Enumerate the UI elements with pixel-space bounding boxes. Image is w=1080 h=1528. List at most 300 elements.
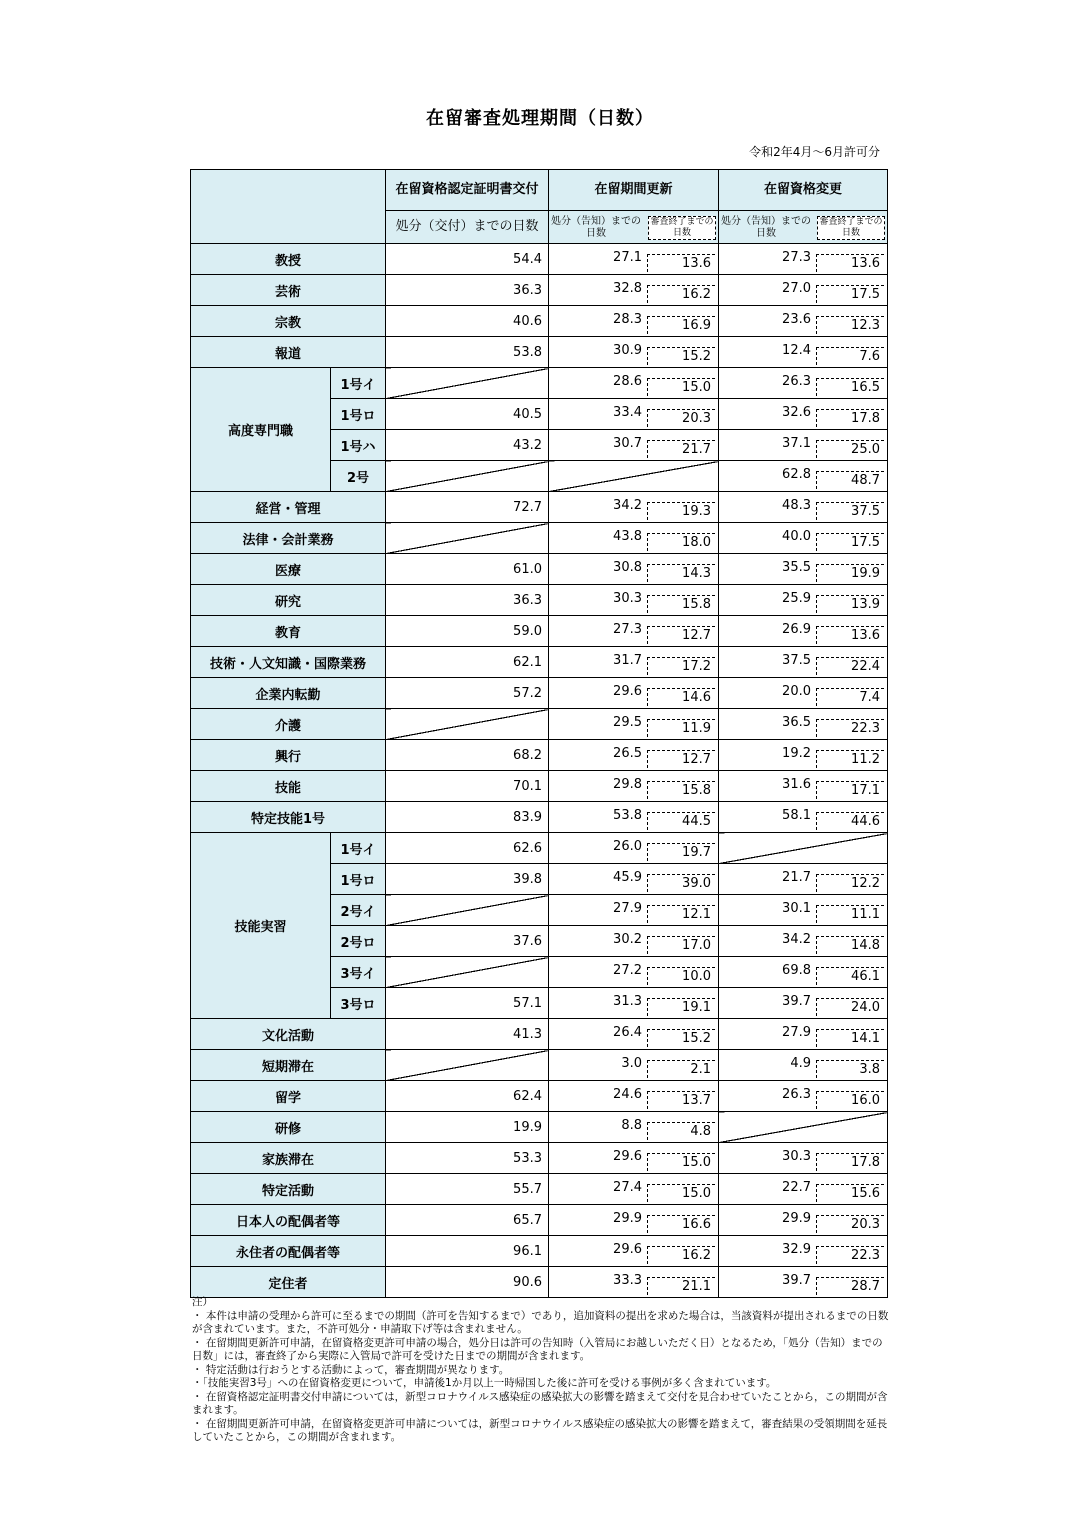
- extension-review-days: 15.8: [647, 595, 715, 613]
- extension-decision-days: 29.5: [613, 715, 642, 730]
- extension-decision-days: 29.8: [613, 777, 642, 792]
- extension-decision-days: 24.6: [613, 1087, 642, 1102]
- row-label: 短期滞在: [191, 1050, 386, 1081]
- extension: [549, 647, 719, 678]
- extension-review-days: 16.2: [647, 1246, 715, 1264]
- extension: [549, 1236, 719, 1267]
- change-decision-days: 22.7: [782, 1180, 811, 1195]
- extension: [549, 337, 719, 368]
- note-4: ・「技能実習3号」への在留資格変更について，申請後1か月以上一時帰国した後に許可を受ける事例が多く含まれています。: [192, 1377, 777, 1389]
- change-decision-days: 62.8: [782, 467, 811, 482]
- change: [719, 399, 888, 430]
- extension-review-days: 18.0: [647, 533, 715, 551]
- table-row: [191, 1267, 888, 1298]
- extension: [549, 1081, 719, 1112]
- extension: [549, 988, 719, 1019]
- change: [719, 523, 888, 554]
- change-review-days: 46.1: [816, 967, 884, 985]
- extension-decision-days: 30.9: [613, 343, 642, 358]
- extension-decision-days: 3.0: [621, 1056, 642, 1071]
- coe-days: 65.7: [386, 1205, 549, 1236]
- extension-decision-days: 26.0: [613, 839, 642, 854]
- note-6: ・ 在留期間更新許可申請，在留資格変更許可申請については，新型コロナウイルス感染症の感染拡大の影響を踏まえて，審査結果の受領期間を延長していたことから，この期間が含まれます。: [192, 1417, 888, 1443]
- change-decision-days: 32.9: [782, 1242, 811, 1257]
- extension: [549, 244, 719, 275]
- change: [719, 585, 888, 616]
- extension-review-days: 12.1: [647, 905, 715, 923]
- extension-review-days: 17.2: [647, 657, 715, 675]
- extension: [549, 430, 719, 461]
- header-coe: 在留資格認定証明書交付: [386, 170, 549, 211]
- coe-days: 62.1: [386, 647, 549, 678]
- change: [719, 1112, 888, 1143]
- change: [719, 1050, 888, 1081]
- coe-days: 40.6: [386, 306, 549, 337]
- subheader-extension-review: 審査終了までの日数: [648, 216, 716, 240]
- table-row: [191, 616, 888, 647]
- table-row: [191, 678, 888, 709]
- change-review-days: 44.6: [816, 812, 884, 830]
- row-label: 3号ロ: [331, 988, 386, 1019]
- coe-days: 68.2: [386, 740, 549, 771]
- extension: [549, 1143, 719, 1174]
- change-review-days: 16.5: [816, 378, 884, 396]
- change: [719, 1019, 888, 1050]
- row-label: 1号イ: [331, 368, 386, 399]
- table-row: [191, 1050, 888, 1081]
- extension: [549, 1019, 719, 1050]
- change-decision-days: 25.9: [782, 591, 811, 606]
- change-decision-days: 39.7: [782, 994, 811, 1009]
- row-label: 芸術: [191, 275, 386, 306]
- table-row: [191, 1143, 888, 1174]
- change: [719, 306, 888, 337]
- extension-decision-days: 30.7: [613, 436, 642, 451]
- table-row: [191, 523, 888, 554]
- extension-decision-days: 26.5: [613, 746, 642, 761]
- extension-decision-days: 29.6: [613, 1242, 642, 1257]
- change-review-days: 12.2: [816, 874, 884, 892]
- extension-review-days: 12.7: [647, 750, 715, 768]
- change-review-days: 17.8: [816, 409, 884, 427]
- extension-review-days: 13.6: [647, 254, 715, 272]
- extension: [549, 523, 719, 554]
- table-row: [191, 1081, 888, 1112]
- change: [719, 709, 888, 740]
- change-decision-days: 48.3: [782, 498, 811, 513]
- extension-review-days: 16.6: [647, 1215, 715, 1233]
- change: [719, 647, 888, 678]
- change-decision-days: 36.5: [782, 715, 811, 730]
- change: [719, 802, 888, 833]
- coe-days: [386, 709, 549, 740]
- extension-decision-days: 53.8: [613, 808, 642, 823]
- change-decision-days: 35.5: [782, 560, 811, 575]
- table-row: [191, 647, 888, 678]
- coe-days: 83.9: [386, 802, 549, 833]
- extension: [549, 1174, 719, 1205]
- extension: [549, 957, 719, 988]
- extension-review-days: 12.7: [647, 626, 715, 644]
- extension-review-days: 15.0: [647, 378, 715, 396]
- change-review-days: 7.4: [816, 688, 884, 706]
- row-label: 2号: [331, 461, 386, 492]
- coe-days: 54.4: [386, 244, 549, 275]
- subheader-extension-decision: 処分（告知）までの日数: [551, 216, 641, 239]
- coe-days: 43.2: [386, 430, 549, 461]
- change-review-days: 17.5: [816, 533, 884, 551]
- table-row: [191, 585, 888, 616]
- change: [719, 368, 888, 399]
- extension-review-days: 15.0: [647, 1184, 715, 1202]
- change-review-days: 22.4: [816, 657, 884, 675]
- notes-title: 注）: [192, 1296, 213, 1308]
- change: [719, 337, 888, 368]
- coe-days: 96.1: [386, 1236, 549, 1267]
- extension-decision-days: 34.2: [613, 498, 642, 513]
- change: [719, 554, 888, 585]
- note-1: ・ 本件は申請の受理から許可に至るまでの期間（許可を告知するまで）であり，追加資料の提出を求めた場合は，当該資料が提出されるまでの日数が含まれています。また，不許可処分・申請取下げ等は含まれません。: [192, 1309, 889, 1335]
- table-row: [191, 740, 888, 771]
- change-decision-days: 12.4: [782, 343, 811, 358]
- coe-days: [386, 1050, 549, 1081]
- change: [719, 864, 888, 895]
- extension: [549, 368, 719, 399]
- table-row: [191, 554, 888, 585]
- header-change: 在留資格変更: [719, 170, 888, 211]
- coe-days: [386, 368, 549, 399]
- extension: [549, 461, 719, 492]
- extension-review-days: 21.1: [647, 1277, 715, 1295]
- coe-days: [386, 895, 549, 926]
- extension-decision-days: 31.3: [613, 994, 642, 1009]
- change-decision-days: 4.9: [790, 1056, 811, 1071]
- row-label: 興行: [191, 740, 386, 771]
- extension-decision-days: 28.6: [613, 374, 642, 389]
- extension-review-days: 17.0: [647, 936, 715, 954]
- change-decision-days: 27.0: [782, 281, 811, 296]
- change-review-days: 24.0: [816, 998, 884, 1016]
- change: [719, 275, 888, 306]
- row-label: 2号イ: [331, 895, 386, 926]
- row-label: 企業内転勤: [191, 678, 386, 709]
- change-decision-days: 40.0: [782, 529, 811, 544]
- extension-review-days: 16.9: [647, 316, 715, 334]
- extension-decision-days: 30.3: [613, 591, 642, 606]
- change: [719, 833, 888, 864]
- change-decision-days: 30.3: [782, 1149, 811, 1164]
- extension: [549, 275, 719, 306]
- table-row: [191, 833, 888, 864]
- extension-decision-days: 28.3: [613, 312, 642, 327]
- change-review-days: 37.5: [816, 502, 884, 520]
- change-review-days: 19.9: [816, 564, 884, 582]
- change: [719, 1174, 888, 1205]
- extension-decision-days: 33.4: [613, 405, 642, 420]
- coe-days: 36.3: [386, 585, 549, 616]
- extension-decision-days: 27.4: [613, 1180, 642, 1195]
- extension-review-days: 2.1: [647, 1060, 715, 1078]
- row-label: 家族滞在: [191, 1143, 386, 1174]
- extension-review-days: 11.9: [647, 719, 715, 737]
- row-label: 1号ロ: [331, 864, 386, 895]
- row-label: 法律・会計業務: [191, 523, 386, 554]
- row-label: 教授: [191, 244, 386, 275]
- row-label: 宗教: [191, 306, 386, 337]
- table-row: [191, 244, 888, 275]
- coe-days: 19.9: [386, 1112, 549, 1143]
- coe-days: 62.4: [386, 1081, 549, 1112]
- extension: [549, 802, 719, 833]
- change-review-days: 48.7: [816, 471, 884, 489]
- change: [719, 1081, 888, 1112]
- extension-review-days: 14.3: [647, 564, 715, 582]
- row-label: 2号ロ: [331, 926, 386, 957]
- coe-days: 39.8: [386, 864, 549, 895]
- table-row: [191, 337, 888, 368]
- change: [719, 492, 888, 523]
- extension: [549, 895, 719, 926]
- change: [719, 616, 888, 647]
- coe-days: 59.0: [386, 616, 549, 647]
- extension-decision-days: 30.8: [613, 560, 642, 575]
- extension: [549, 1112, 719, 1143]
- extension: [549, 492, 719, 523]
- row-label: 経営・管理: [191, 492, 386, 523]
- coe-days: 53.3: [386, 1143, 549, 1174]
- change-review-days: 13.6: [816, 254, 884, 272]
- change: [719, 771, 888, 802]
- coe-days: 90.6: [386, 1267, 549, 1298]
- subheader-change-review: 審査終了までの日数: [817, 216, 885, 240]
- change-decision-days: 27.3: [782, 250, 811, 265]
- change-review-days: 15.6: [816, 1184, 884, 1202]
- coe-days: 36.3: [386, 275, 549, 306]
- extension-review-days: 19.3: [647, 502, 715, 520]
- subheader-change: [719, 211, 888, 244]
- change-decision-days: 58.1: [782, 808, 811, 823]
- subheader-change-decision: 処分（告知）までの日数: [721, 216, 811, 239]
- extension-review-days: 15.0: [647, 1153, 715, 1171]
- extension-decision-days: 27.2: [613, 963, 642, 978]
- extension: [549, 1267, 719, 1298]
- change: [719, 740, 888, 771]
- extension-review-days: 15.8: [647, 781, 715, 799]
- extension-review-days: 4.8: [647, 1122, 715, 1140]
- extension-decision-days: 27.1: [613, 250, 642, 265]
- extension-review-days: 19.1: [647, 998, 715, 1016]
- extension-decision-days: 33.3: [613, 1273, 642, 1288]
- extension-review-days: 15.2: [647, 347, 715, 365]
- extension-decision-days: 45.9: [613, 870, 642, 885]
- extension: [549, 709, 719, 740]
- table-row: [191, 709, 888, 740]
- note-5: ・ 在留資格認定証明書交付申請については，新型コロナウイルス感染症の感染拡大の影響を踏まえて交付を見合わせていたことから，この期間が含まれます。: [192, 1390, 888, 1416]
- extension: [549, 864, 719, 895]
- extension-decision-days: 27.3: [613, 622, 642, 637]
- change-review-days: 7.6: [816, 347, 884, 365]
- coe-days: 62.6: [386, 833, 549, 864]
- extension: [549, 554, 719, 585]
- extension-review-days: 44.5: [647, 812, 715, 830]
- coe-days: [386, 523, 549, 554]
- change-review-days: 17.5: [816, 285, 884, 303]
- coe-days: [386, 461, 549, 492]
- change: [719, 461, 888, 492]
- extension-review-days: 15.2: [647, 1029, 715, 1047]
- change: [719, 988, 888, 1019]
- extension-decision-days: 31.7: [613, 653, 642, 668]
- extension-decision-days: 29.9: [613, 1211, 642, 1226]
- change-review-days: 16.0: [816, 1091, 884, 1109]
- table-row: [191, 368, 888, 399]
- table-row: [191, 306, 888, 337]
- extension-review-days: 16.2: [647, 285, 715, 303]
- extension-review-days: 39.0: [647, 874, 715, 892]
- change: [719, 957, 888, 988]
- extension: [549, 1205, 719, 1236]
- extension: [549, 1050, 719, 1081]
- row-label: 技能: [191, 771, 386, 802]
- header-corner: [191, 170, 386, 244]
- change-decision-days: 69.8: [782, 963, 811, 978]
- change-review-days: 3.8: [816, 1060, 884, 1078]
- extension-decision-days: 32.8: [613, 281, 642, 296]
- change: [719, 1143, 888, 1174]
- change: [719, 678, 888, 709]
- extension-review-days: 13.7: [647, 1091, 715, 1109]
- change-review-days: 22.3: [816, 1246, 884, 1264]
- extension: [549, 833, 719, 864]
- change: [719, 1267, 888, 1298]
- extension: [549, 399, 719, 430]
- coe-days: 70.1: [386, 771, 549, 802]
- row-label: 医療: [191, 554, 386, 585]
- coe-days: [386, 957, 549, 988]
- extension: [549, 926, 719, 957]
- row-label: 特定技能1号: [191, 802, 386, 833]
- page-title: 在留審査処理期間（日数）: [426, 108, 654, 129]
- change-review-days: 11.2: [816, 750, 884, 768]
- change-decision-days: 26.9: [782, 622, 811, 637]
- change-decision-days: 29.9: [782, 1211, 811, 1226]
- table-row: [191, 1019, 888, 1050]
- subheader-coe: 処分（交付）までの日数: [386, 211, 549, 244]
- table-row: [191, 1205, 888, 1236]
- header-extension: 在留期間更新: [549, 170, 719, 211]
- change: [719, 1205, 888, 1236]
- note-2: ・ 在留期間更新許可申請，在留資格変更許可申請の場合，処分日は許可の告知時（入管局にお越しいただく日）となるため，「処分（告知）までの日数」には，審査終了から実際に入管局で許可を受けた日までの期間が含まれます。: [192, 1336, 883, 1362]
- change-review-days: 13.9: [816, 595, 884, 613]
- extension-decision-days: 29.6: [613, 684, 642, 699]
- row-label: 定住者: [191, 1267, 386, 1298]
- change-review-days: 20.3: [816, 1215, 884, 1233]
- change-review-days: 22.3: [816, 719, 884, 737]
- table-row: [191, 1112, 888, 1143]
- extension-decision-days: 30.2: [613, 932, 642, 947]
- notes: [192, 1296, 892, 1445]
- extension-decision-days: 26.4: [613, 1025, 642, 1040]
- change-decision-days: 34.2: [782, 932, 811, 947]
- change-decision-days: 19.2: [782, 746, 811, 761]
- extension-decision-days: 27.9: [613, 901, 642, 916]
- row-label: 教育: [191, 616, 386, 647]
- change-review-days: 17.1: [816, 781, 884, 799]
- note-3: ・ 特定活動は行おうとする活動によって，審査期間が異なります。: [192, 1363, 510, 1376]
- change-review-days: 28.7: [816, 1277, 884, 1295]
- period-label: 令和2年4月～6月許可分: [749, 145, 880, 159]
- row-label: 1号イ: [331, 833, 386, 864]
- change-review-days: 13.6: [816, 626, 884, 644]
- change: [719, 1236, 888, 1267]
- row-label: 介護: [191, 709, 386, 740]
- row-label: 留学: [191, 1081, 386, 1112]
- coe-days: 53.8: [386, 337, 549, 368]
- change-review-days: 17.8: [816, 1153, 884, 1171]
- extension-review-days: 14.6: [647, 688, 715, 706]
- group-label-koudo: 高度専門職: [191, 368, 331, 492]
- change-review-days: 12.3: [816, 316, 884, 334]
- extension-review-days: 21.7: [647, 440, 715, 458]
- change-review-days: 14.8: [816, 936, 884, 954]
- row-label: 研修: [191, 1112, 386, 1143]
- change: [719, 430, 888, 461]
- change-decision-days: 32.6: [782, 405, 811, 420]
- table-row: [191, 802, 888, 833]
- extension: [549, 740, 719, 771]
- extension: [549, 678, 719, 709]
- coe-days: 55.7: [386, 1174, 549, 1205]
- extension-review-days: 10.0: [647, 967, 715, 985]
- change-decision-days: 31.6: [782, 777, 811, 792]
- row-label: 技術・人文知識・国際業務: [191, 647, 386, 678]
- change: [719, 244, 888, 275]
- table-row: [191, 1236, 888, 1267]
- coe-days: 61.0: [386, 554, 549, 585]
- change-decision-days: 30.1: [782, 901, 811, 916]
- row-label: 研究: [191, 585, 386, 616]
- change-decision-days: 23.6: [782, 312, 811, 327]
- change-review-days: 25.0: [816, 440, 884, 458]
- extension-decision-days: 8.8: [621, 1118, 642, 1133]
- row-label: 1号ハ: [331, 430, 386, 461]
- row-label: 日本人の配偶者等: [191, 1205, 386, 1236]
- processing-period-table: [190, 169, 888, 1298]
- extension: [549, 306, 719, 337]
- subheader-extension: [549, 211, 719, 244]
- extension: [549, 771, 719, 802]
- coe-days: 41.3: [386, 1019, 549, 1050]
- change-decision-days: 21.7: [782, 870, 811, 885]
- table-row: [191, 1174, 888, 1205]
- row-label: 1号ロ: [331, 399, 386, 430]
- row-label: 報道: [191, 337, 386, 368]
- table-row: [191, 492, 888, 523]
- change-decision-days: 27.9: [782, 1025, 811, 1040]
- table-row: [191, 771, 888, 802]
- extension-review-days: 20.3: [647, 409, 715, 427]
- extension-decision-days: 43.8: [613, 529, 642, 544]
- extension: [549, 585, 719, 616]
- coe-days: 40.5: [386, 399, 549, 430]
- change: [719, 895, 888, 926]
- change-review-days: 11.1: [816, 905, 884, 923]
- change-decision-days: 37.5: [782, 653, 811, 668]
- row-label: 文化活動: [191, 1019, 386, 1050]
- coe-days: 57.2: [386, 678, 549, 709]
- coe-days: 37.6: [386, 926, 549, 957]
- coe-days: 72.7: [386, 492, 549, 523]
